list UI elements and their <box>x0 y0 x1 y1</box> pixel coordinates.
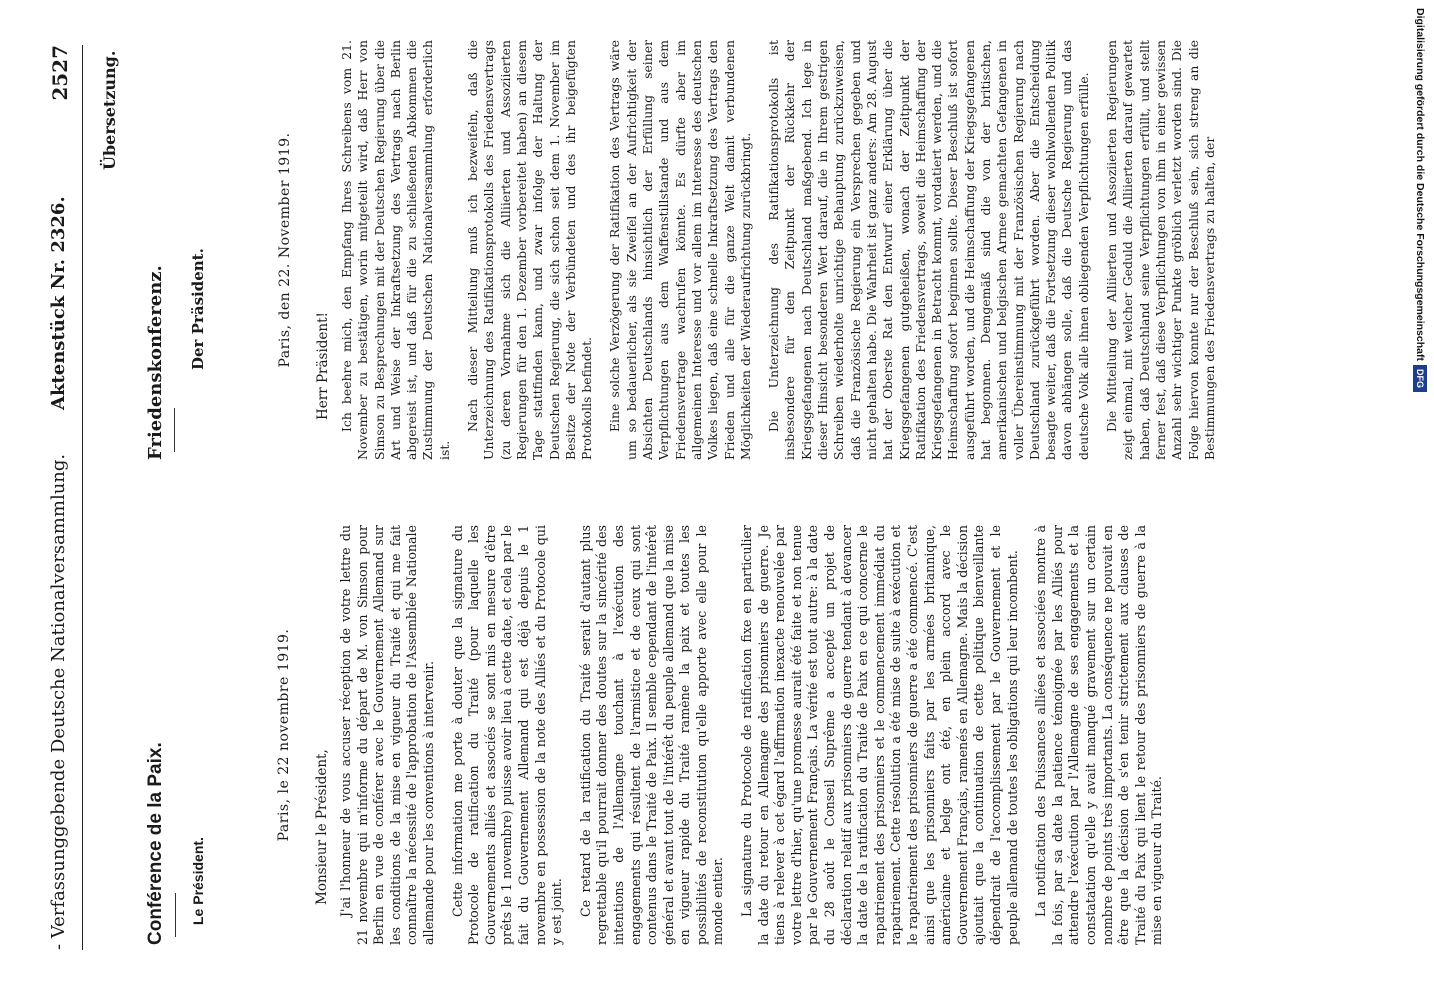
french-paragraph-3: Ce retard de la ratification du Traité serait d'autant plus regrettable qu'il pourrait donner des doutes sur la sincérité des intentions de l'Allemagne touchant à l'exécution des engagements qui résultent de l'armistice et de ceux qui sont contenus dans le Traité de Paix. Il semble cependant de l'intérêt général et avant tout de l'intérêt du peuple allemand que la mise en vigueur rapide du Traité ramène la paix et toutes les possibilités de reconstitution qu'elle apporte avec elle pour le monde entier. <box>577 525 726 945</box>
digitization-credit <box>1414 8 1430 992</box>
french-salutation: Monsieur le Président, <box>314 749 330 905</box>
translation-label: Übersetzung. <box>100 50 119 170</box>
french-paragraph-4: La signature du Protocole de ratification fixe en particulier la date du retour en Allemagne des prisonniers de guerre. Je tiens à relever à cet égard l'affirmation inexacte renouvelée par votre lettre d'hier, qu'une promesse aurait été faite et non tenue par le Gouvernement Français. La vérité est tout autre: à la date du 28 août le Conseil Suprême a accepté un projet de déclaration relatif aux prisonniers de guerre tendant à devancer la date de la ratification du Traité de Paix en ce qui concerne le rapatriement des prisonniers et le commencement immédiat du rapatriement. Cette résolution a été mise de suite à exécution et le rapatriement des prisonniers de guerre a été commencé. C'est ainsi que les prisonniers faits par les armées britannique, américaine et belge ont été, en plein accord avec le Gouvernement Français, ramenés en Allemagne. Mais la décision ajoutait que la continuation de cette politique bienveillante dépendrait de l'accomplissement par le Gouvernement et le peuple allemand de toutes les obligations qui leur incombent. <box>739 525 1020 945</box>
german-title-rule <box>174 408 175 452</box>
french-paragraph-2: Cette information me porte à douter que la signature du Protocole de ratification du Traité (pour laquelle les Gouvernements alliés et associés se sont mis en mesure d'être prêts le 1 novembre) puisse avoir lieu à cette date, et cela par le fait du Gouvernement Allemand qui est déjà depuis le 1 novembre en possession de la note des Alliés et du Protocole qui y est joint. <box>449 525 565 945</box>
dfg-logo-badge: DFG <box>1413 365 1427 392</box>
french-paragraph-5: La notification des Puissances alliées et associées montre à la fois, par sa date la patience témoignée par les Alliés pour attendre l'exécution par l'Allemagne de ses engagements et la constatation qu'elle y avait manqué gravement sur un certain nombre de points très importants. La conséquence ne pouvait en être que la décision de s'en tenir strictement aux clauses de Traité du Paix qui lient le retour des prisonniers de guerre à la mise en vigueur du Traité. <box>1033 525 1165 945</box>
german-signatory: Der Präsident. <box>189 248 207 370</box>
header-page-number: 2527 <box>48 45 72 101</box>
german-paragraph-5: Die Mitteilung der Alliierten und Assoziierten Regierungen zeigt einmal, mit welcher Geduld die Alliierten darauf gewartet haben, daß Deutschland seine Verpflichtungen erfüllt, und stellt ferner fest, daß diese Verpflichtungen von ihm in einer gewissen Anzahl sehr wichtiger Punkte gröblich verletzt worden sind. Die Folge hiervon konnte nur der Beschluß sein, sich streng an die Bestimmungen des Friedensvertrags zu halten, der <box>1104 40 1217 460</box>
german-paragraph-4: Die Unterzeichnung des Ratifikationsprotokolls ist insbesondere für den Zeitpunkt der Rückkehr der Kriegsgefangenen nach Deutschland maßgebend. Ich lege in dieser Hinsicht besonderen Wert darauf, die in Ihrem gestrigen Schreiben wiederholte unrichtige Behauptung zurückzuweisen, daß die Französische Regierung ein Versprechen gegeben und nicht gehalten habe. Die Wahrheit ist ganz anders: Am 28. August hat der Oberste Rat den Entwurf einer Erklärung über die Kriegsgefangenen gutgeheißen, wonach der Zeitpunkt der Ratifikation des Friedensvertrags, soweit die Heimschaffung der Kriegsgefangenen in Betracht kommt, vordatiert werden, und die Heimschaffung sofort beginnen sollte. Dieser Beschluß ist sofort ausgeführt worden, und die Heimschaffung der Kriegsgefangenen hat begonnen. Demgemäß sind die von der britischen, amerikanischen und belgischen Armee gemachten Gefangenen in voller Übereinstimmung mit der Französischen Regierung nach Deutschland zurückgeführt worden. Aber die Entscheidung besagte weiter, daß die Fortsetzung dieser wohlwollenden Politik davon abhängen solle, daß die Deutsche Regierung und das deutsche Volk alle ihnen obliegenden Verpflichtungen erfülle. <box>766 40 1091 460</box>
french-signatory: Le Président. <box>190 837 206 925</box>
german-column <box>145 40 1425 460</box>
german-paragraph-1: Ich beehre mich, den Empfang Ihres Schreibens vom 21. November zu bestätigen, worin mitgeteilt wird, daß Herr von Simson zu Besprechungen mit der Deutschen Regierung über die Art und Weise der Inkraftsetzung des Vertrags nach Berlin abgereist ist, und daß für die zu schließenden Abkommen die Zustimmung der Deutschen Nationalversammlung erforderlich ist. <box>339 40 452 460</box>
french-column <box>145 525 1425 945</box>
credit-text: Digitalisierung gefördert durch die Deutsche Forschungsgemeinschaft <box>1414 8 1426 361</box>
german-place-date: Paris, den 22. November 1919. <box>277 132 293 368</box>
german-org-title: Friedenskonferenz. <box>145 265 166 460</box>
header-title: - Verfassunggebende Deutsche Nationalversammlung. <box>48 453 69 950</box>
german-paragraph-2: Nach dieser Mitteilung muß ich bezweifeln, daß die Unterzeichnung des Ratifikationsprotokolls des Friedensvertrags (zu deren Vornahme sich die Alliierten und Assoziierten Regierungen für den 1. Dezember vorbereitet haben) an diesem Tage stattfinden kann, und zwar infolge der Haltung der Deutschen Regierung, die sich schon seit dem 1. November im Besitze der Note der Verbündeten und des ihr beigefügten Protokolls befindet. <box>465 40 595 460</box>
french-org-title: Conférence de la Paix. <box>145 742 166 945</box>
header-rule <box>82 45 83 950</box>
french-place-date: Paris, le 22 novembre 1919. <box>276 628 292 842</box>
german-paragraph-3: Eine solche Verzögerung der Ratifikation des Vertrags wäre um so bedauerlicher, als sie Zweifel an der Aufrichtigkeit der Absichten Deutschlands hinsichtlich der Erfüllung seiner Verpflichtungen aus dem Waffenstillstande und aus dem Friedensvertrage wachrufen könnte. Es dürfte aber im allgemeinen Interesse und vor allem im Interesse des deutschen Volkes liegen, daß eine schnelle Inkraftsetzung des Vertrags den Frieden und alle für die ganze Welt damit verbundenen Möglichkeiten der Wiederaufrichtung zurückbringt. <box>607 40 753 460</box>
french-title-rule <box>175 893 176 937</box>
french-paragraph-1: J'ai l'honneur de vous accuser réception de votre lettre du 21 novembre qui m'informe du départ de M. von Simson pour Berlin en vue de conférer avec le Gouvernement Allemand sur les conditions de la mise en vigueur du Traité et qui me fait connaître la nécessité de l'approbation de l'Assemblée Nationale allemande pour les conventions à intervenir. <box>338 525 436 945</box>
running-header <box>40 45 80 950</box>
german-salutation: Herr Präsident! <box>315 312 331 420</box>
header-document-number: Aktenstück Nr. 2326. <box>48 196 69 410</box>
